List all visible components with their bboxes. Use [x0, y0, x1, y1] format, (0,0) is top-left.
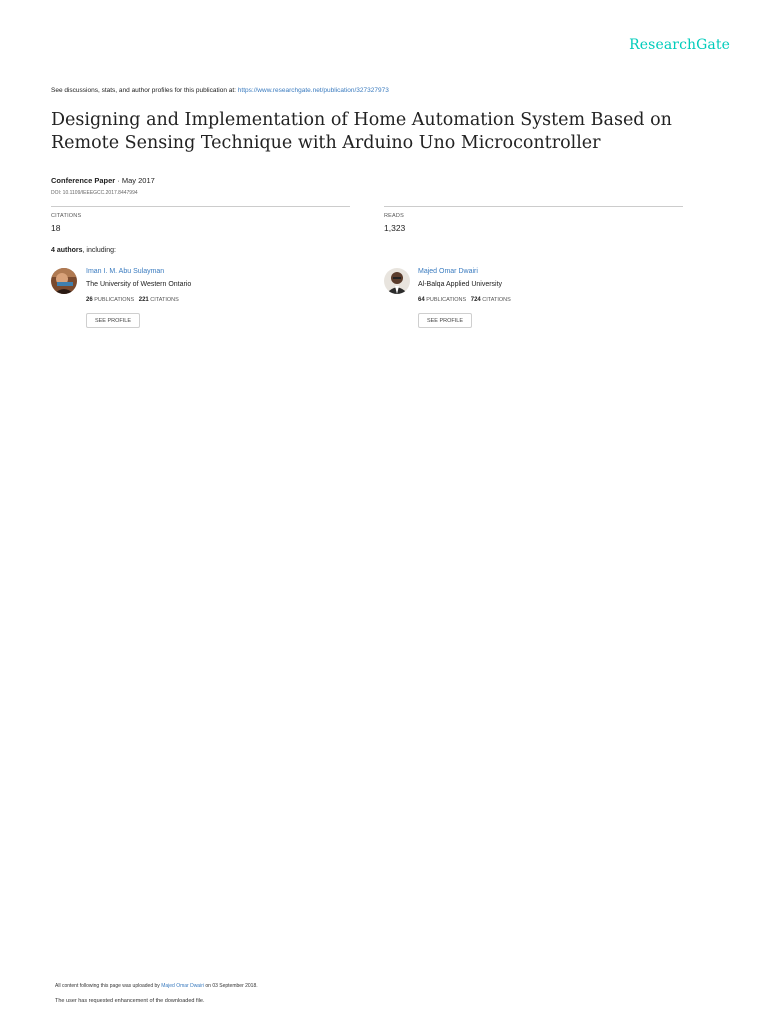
citations-label: CITATIONS	[51, 213, 82, 219]
researchgate-logo[interactable]: ResearchGate	[629, 37, 730, 53]
author-citations-count: 221	[138, 297, 149, 303]
author-citations-count: 724	[470, 297, 481, 303]
author-citations-label: CITATIONS	[150, 297, 179, 303]
publication-link[interactable]: https://www.researchgate.net/publication/327327973	[237, 87, 389, 94]
publication-title	[51, 109, 731, 155]
discussion-prefix: See discussions, stats, and author profiles for this publication at:	[51, 87, 238, 94]
title-line-2: Remote Sensing Technique with Arduino Uno Microcontroller	[51, 133, 601, 153]
author-institution: The University of Western Ontario	[86, 281, 192, 288]
title-line-1: Designing and Implementation of Home Automation System Based on	[51, 110, 672, 130]
author-avatar[interactable]	[384, 268, 410, 294]
publication-type	[51, 176, 155, 185]
citations-divider	[51, 206, 350, 207]
reads-label: READS	[384, 213, 404, 219]
author-publications-count: 26	[86, 297, 93, 303]
author-publications-count: 64	[418, 297, 425, 303]
doi: DOI: 10.1109/IEEEGCC.2017.8447994	[51, 190, 138, 196]
authors-summary	[51, 247, 116, 254]
author-stats	[418, 297, 511, 303]
citations-value: 18	[51, 223, 61, 233]
publication-date: · May 2017	[115, 176, 155, 185]
upload-prefix: All content following this page was uploaded by	[55, 983, 162, 989]
publication-type-label: Conference Paper	[51, 176, 116, 185]
see-profile-button[interactable]: SEE PROFILE	[86, 313, 140, 328]
author-citations-label: CITATIONS	[482, 297, 511, 303]
author-avatar[interactable]	[51, 268, 77, 294]
author-institution: Al-Balqa Applied University	[418, 281, 503, 288]
authors-suffix: , including:	[82, 247, 116, 254]
see-profile-button[interactable]: SEE PROFILE	[418, 313, 472, 328]
authors-count: 4 authors	[51, 247, 83, 254]
author-name-link[interactable]: Majed Omar Dwairi	[418, 268, 478, 275]
upload-note	[55, 983, 258, 989]
author-publications-label: PUBLICATIONS	[426, 297, 467, 303]
author-photo-icon	[384, 268, 410, 294]
enhancement-note: The user has requested enhancement of the downloaded file.	[55, 998, 205, 1004]
reads-value: 1,323	[384, 223, 406, 233]
author-publications-label: PUBLICATIONS	[94, 297, 135, 303]
author-name-link[interactable]: Iman I. M. Abu Sulayman	[86, 268, 165, 275]
discussion-line	[51, 87, 389, 94]
upload-suffix: on 03 September 2018.	[203, 983, 258, 989]
author-stats	[86, 297, 179, 303]
uploader-link[interactable]: Majed Omar Dwairi	[161, 983, 204, 989]
reads-divider	[384, 206, 683, 207]
author-photo-icon	[51, 268, 77, 294]
